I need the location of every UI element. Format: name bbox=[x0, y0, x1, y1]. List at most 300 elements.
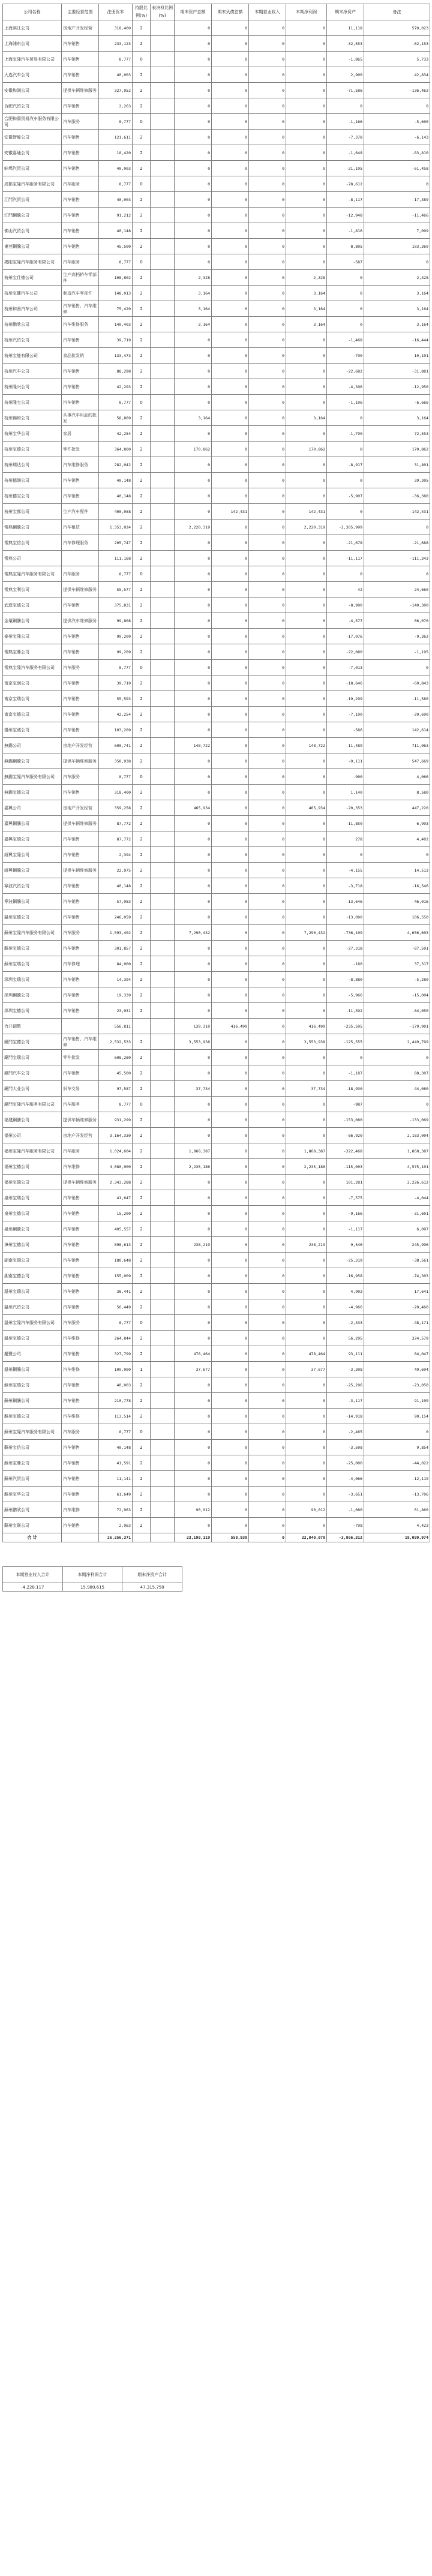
revenue-cell: 0 bbox=[249, 1221, 286, 1237]
table-row bbox=[3, 535, 430, 551]
note-cell: -142,431 bbox=[364, 504, 430, 520]
company-name-cell: 無錫鋼騰公司 bbox=[3, 753, 62, 769]
revenue-cell: 0 bbox=[249, 410, 286, 426]
liabilities-cell: 0 bbox=[212, 114, 249, 130]
col-header: 持股比例(%) bbox=[133, 4, 151, 20]
liabilities-cell: 0 bbox=[212, 520, 249, 535]
assets-cell: 0 bbox=[175, 52, 212, 67]
liabilities-cell: 0 bbox=[212, 1175, 249, 1190]
holding-pct-cell: 2 bbox=[133, 1112, 151, 1128]
net-profit-cell: 0 bbox=[286, 488, 327, 504]
table-row bbox=[3, 364, 430, 379]
table-row bbox=[3, 675, 430, 691]
note-cell: 324,579 bbox=[364, 1331, 430, 1346]
registered-capital-cell: 180,648 bbox=[99, 1253, 133, 1268]
assets-cell: 0 bbox=[175, 753, 212, 769]
liabilities-cell: 0 bbox=[212, 488, 249, 504]
table-row bbox=[3, 379, 430, 395]
company-name-cell: 常熟宝隆汽车服务有限公司 bbox=[3, 566, 62, 582]
revenue-cell: 0 bbox=[249, 83, 286, 98]
voting-pct-cell bbox=[151, 301, 175, 317]
revenue-cell: 0 bbox=[249, 145, 286, 161]
business-scope-cell: 生产高档轿车零部件 bbox=[62, 270, 99, 286]
registered-capital-cell: 45,500 bbox=[99, 1065, 133, 1081]
note-cell: 10,101 bbox=[364, 348, 430, 364]
business-scope-cell: 汽车销售 bbox=[62, 691, 99, 707]
voting-pct-cell bbox=[151, 488, 175, 504]
registered-capital-cell: 56,449 bbox=[99, 1299, 133, 1315]
company-name-cell: 南京宝德公司 bbox=[3, 707, 62, 722]
net-profit-cell: 0 bbox=[286, 1112, 327, 1128]
business-scope-cell: 汽车销售 bbox=[62, 987, 99, 1003]
registered-capital-cell: 58,809 bbox=[99, 410, 133, 426]
revenue-cell: 0 bbox=[249, 535, 286, 551]
company-name-cell: 安徽和润公司 bbox=[3, 83, 62, 98]
voting-pct-cell bbox=[151, 1518, 175, 1533]
summary-header: 本期净利润合计 bbox=[62, 1567, 122, 1583]
assets-cell: 0 bbox=[175, 426, 212, 442]
liabilities-cell: 0 bbox=[212, 629, 249, 644]
assets-cell: 0 bbox=[175, 1268, 212, 1284]
revenue-cell: 0 bbox=[249, 598, 286, 613]
company-name-cell: 福建鋼騰公司 bbox=[3, 1112, 62, 1128]
net-profit-cell: 0 bbox=[286, 145, 327, 161]
registered-capital-cell: 2,963 bbox=[99, 1518, 133, 1533]
company-name-cell: 紹興鋼騰公司 bbox=[3, 863, 62, 878]
equity-cell: -11,489 bbox=[327, 738, 364, 753]
equity-cell: -11,117 bbox=[327, 551, 364, 566]
table-row bbox=[3, 1440, 430, 1455]
liabilities-cell: 0 bbox=[212, 130, 249, 145]
note-cell: 170,862 bbox=[364, 442, 430, 457]
revenue-cell: 0 bbox=[249, 1128, 286, 1143]
holding-pct-cell: 2 bbox=[133, 1050, 151, 1065]
voting-pct-cell bbox=[151, 270, 175, 286]
total-liabilities: 558,930 bbox=[212, 1533, 249, 1542]
registered-capital-cell: 113,514 bbox=[99, 1409, 133, 1424]
holding-pct-cell: 2 bbox=[133, 1409, 151, 1424]
holding-pct-cell: 2 bbox=[133, 738, 151, 753]
voting-pct-cell bbox=[151, 1143, 175, 1159]
company-name-cell: 福州宝德公司 bbox=[3, 1159, 62, 1175]
business-scope-cell: 汽车服务 bbox=[62, 566, 99, 582]
net-profit-cell: 0 bbox=[286, 1097, 327, 1112]
net-profit-cell: 0 bbox=[286, 473, 327, 488]
equity-cell: 0 bbox=[327, 1050, 364, 1065]
table-row bbox=[3, 36, 430, 52]
business-scope-cell: 汽车维修 bbox=[62, 1331, 99, 1346]
liabilities-cell: 0 bbox=[212, 208, 249, 223]
net-profit-cell: 0 bbox=[286, 660, 327, 675]
liabilities-cell: 0 bbox=[212, 1362, 249, 1377]
liabilities-cell: 0 bbox=[212, 722, 249, 738]
liabilities-cell: 0 bbox=[212, 83, 249, 98]
note-cell: -23,050 bbox=[364, 1377, 430, 1393]
liabilities-cell: 0 bbox=[212, 286, 249, 301]
voting-pct-cell bbox=[151, 395, 175, 410]
registered-capital-cell: 15,200 bbox=[99, 1206, 133, 1221]
registered-capital-cell: 4,080,000 bbox=[99, 1159, 133, 1175]
liabilities-cell: 0 bbox=[212, 1221, 249, 1237]
voting-pct-cell bbox=[151, 426, 175, 442]
table-row bbox=[3, 1175, 430, 1190]
company-name-cell: 安徽智能公司 bbox=[3, 130, 62, 145]
liabilities-cell: 0 bbox=[212, 1268, 249, 1284]
liabilities-cell: 0 bbox=[212, 831, 249, 847]
liabilities-cell: 0 bbox=[212, 800, 249, 816]
voting-pct-cell bbox=[151, 925, 175, 941]
net-profit-cell: 0 bbox=[286, 348, 327, 364]
holding-pct-cell: 0 bbox=[133, 1097, 151, 1112]
holding-pct-cell: 2 bbox=[133, 1268, 151, 1284]
net-profit-cell: 0 bbox=[286, 863, 327, 878]
assets-cell: 0 bbox=[175, 956, 212, 972]
registered-capital-cell: 8,777 bbox=[99, 52, 133, 67]
table-row bbox=[3, 1206, 430, 1221]
voting-pct-cell bbox=[151, 1159, 175, 1175]
business-scope-cell: 汽车销售 bbox=[62, 722, 99, 738]
note-cell: -12,950 bbox=[364, 379, 430, 395]
voting-pct-cell bbox=[151, 753, 175, 769]
assets-cell: 0 bbox=[175, 223, 212, 239]
note-cell: 2,183,004 bbox=[364, 1128, 430, 1143]
registered-capital-cell: 38,441 bbox=[99, 1284, 133, 1299]
net-profit-cell: 0 bbox=[286, 52, 327, 67]
registered-capital-cell: 8,777 bbox=[99, 1097, 133, 1112]
holding-pct-cell: 2 bbox=[133, 161, 151, 176]
company-name-cell: 蘇州宝信公司 bbox=[3, 1440, 62, 1455]
net-profit-cell: 0 bbox=[286, 972, 327, 987]
note-cell: -36,380 bbox=[364, 488, 430, 504]
equity-cell: -25,000 bbox=[327, 1455, 364, 1471]
revenue-cell: 0 bbox=[249, 785, 286, 800]
assets-cell: 2,328 bbox=[175, 270, 212, 286]
assets-cell: 0 bbox=[175, 878, 212, 894]
liabilities-cell: 0 bbox=[212, 1346, 249, 1362]
assets-cell: 0 bbox=[175, 816, 212, 831]
liabilities-cell: 0 bbox=[212, 1206, 249, 1221]
equity-cell: 0 bbox=[327, 504, 364, 520]
note-cell: 0 bbox=[364, 176, 430, 192]
equity-cell: -1,187 bbox=[327, 1065, 364, 1081]
equity-cell: -1,080 bbox=[327, 1502, 364, 1518]
revenue-cell: 0 bbox=[249, 223, 286, 239]
total-label: 合 计 bbox=[3, 1533, 62, 1542]
company-name-cell: 杭州汽贸公司 bbox=[3, 332, 62, 348]
registered-capital-cell: 42,254 bbox=[99, 707, 133, 722]
revenue-cell: 0 bbox=[249, 36, 286, 52]
assets-cell: 37,677 bbox=[175, 1362, 212, 1377]
liabilities-cell: 0 bbox=[212, 675, 249, 691]
voting-pct-cell bbox=[151, 660, 175, 675]
liabilities-cell: 0 bbox=[212, 457, 249, 473]
liabilities-cell: 0 bbox=[212, 473, 249, 488]
company-name-cell: 佛山汽贸公司 bbox=[3, 223, 62, 239]
company-name-cell: 嘉興公司 bbox=[3, 800, 62, 816]
net-profit-cell: 3,553,938 bbox=[286, 1034, 327, 1050]
holding-pct-cell: 2 bbox=[133, 332, 151, 348]
business-scope-cell: 房地产开发经营 bbox=[62, 20, 99, 36]
net-profit-cell: 0 bbox=[286, 1268, 327, 1284]
net-profit-cell: 0 bbox=[286, 20, 327, 36]
business-scope-cell: 汽车销售 bbox=[62, 1284, 99, 1299]
business-scope-cell: 汽车销售、汽车维修 bbox=[62, 301, 99, 317]
liabilities-cell: 0 bbox=[212, 1081, 249, 1097]
net-profit-cell: 1,868,387 bbox=[286, 1143, 327, 1159]
liabilities-cell: 0 bbox=[212, 785, 249, 800]
registered-capital-cell: 88,298 bbox=[99, 364, 133, 379]
net-profit-cell: 0 bbox=[286, 1190, 327, 1206]
registered-capital-cell: 121,611 bbox=[99, 130, 133, 145]
equity-cell: -1,166 bbox=[327, 114, 364, 130]
table-row bbox=[3, 239, 430, 254]
revenue-cell: 0 bbox=[249, 379, 286, 395]
holding-pct-cell: 2 bbox=[133, 504, 151, 520]
holding-pct-cell: 2 bbox=[133, 1440, 151, 1455]
total-profit: 22,840,070 bbox=[286, 1533, 327, 1542]
equity-cell: -3,508 bbox=[327, 1440, 364, 1455]
registered-capital-cell: 23,031 bbox=[99, 1003, 133, 1019]
equity-cell: -3,718 bbox=[327, 878, 364, 894]
holding-pct-cell: 2 bbox=[133, 1206, 151, 1221]
registered-capital-cell: 140,403 bbox=[99, 317, 133, 332]
assets-cell: 170,862 bbox=[175, 442, 212, 457]
table-row bbox=[3, 598, 430, 613]
revenue-cell: 0 bbox=[249, 161, 286, 176]
registered-capital-cell: 327,799 bbox=[99, 1346, 133, 1362]
voting-pct-cell bbox=[151, 707, 175, 722]
note-cell: 88,307 bbox=[364, 1065, 430, 1081]
net-profit-cell: 37,677 bbox=[286, 1362, 327, 1377]
voting-pct-cell bbox=[151, 442, 175, 457]
revenue-cell: 0 bbox=[249, 52, 286, 67]
registered-capital-cell: 99,808 bbox=[99, 613, 133, 629]
voting-pct-cell bbox=[151, 114, 175, 130]
table-row bbox=[3, 1346, 430, 1362]
voting-pct-cell bbox=[151, 629, 175, 644]
note-cell: 0 bbox=[364, 847, 430, 863]
summary-value: 15,980,615 bbox=[62, 1583, 122, 1592]
company-name-cell: 常熟宝信公司 bbox=[3, 535, 62, 551]
liabilities-cell: 0 bbox=[212, 176, 249, 192]
holding-pct-cell: 2 bbox=[133, 644, 151, 660]
liabilities-cell: 0 bbox=[212, 410, 249, 426]
assets-cell: 0 bbox=[175, 332, 212, 348]
liabilities-cell: 0 bbox=[212, 987, 249, 1003]
holding-pct-cell: 2 bbox=[133, 785, 151, 800]
business-scope-cell: 汽车修理 bbox=[62, 956, 99, 972]
registered-capital-cell: 318,400 bbox=[99, 785, 133, 800]
liabilities-cell: 0 bbox=[212, 816, 249, 831]
voting-pct-cell bbox=[151, 769, 175, 785]
holding-pct-cell: 2 bbox=[133, 364, 151, 379]
equity-cell: -21,678 bbox=[327, 535, 364, 551]
net-profit-cell: 0 bbox=[286, 1128, 327, 1143]
registered-capital-cell: 8,777 bbox=[99, 254, 133, 270]
liabilities-cell: 0 bbox=[212, 1393, 249, 1409]
assets-cell: 0 bbox=[175, 551, 212, 566]
business-scope-cell: 汽车销售 bbox=[62, 1190, 99, 1206]
equity-cell: 0 bbox=[327, 270, 364, 286]
business-scope-cell: 汽车维修 bbox=[62, 1502, 99, 1518]
registered-capital-cell: 8,777 bbox=[99, 1315, 133, 1331]
registered-capital-cell: 375,831 bbox=[99, 598, 133, 613]
voting-pct-cell bbox=[151, 987, 175, 1003]
liabilities-cell: 0 bbox=[212, 1253, 249, 1268]
business-scope-cell: 汽车销售 bbox=[62, 1268, 99, 1284]
table-row bbox=[3, 629, 430, 644]
revenue-cell: 0 bbox=[249, 520, 286, 535]
holding-pct-cell: 2 bbox=[133, 1221, 151, 1237]
company-name-cell: 蘇州宝隆汽车服务有限公司 bbox=[3, 925, 62, 941]
net-profit-cell: 0 bbox=[286, 1440, 327, 1455]
revenue-cell: 0 bbox=[249, 1502, 286, 1518]
assets-cell: 0 bbox=[175, 847, 212, 863]
company-name-cell: 無錫宝隆汽车服务有限公司 bbox=[3, 769, 62, 785]
assets-cell: 139,310 bbox=[175, 1019, 212, 1034]
business-scope-cell: 汽车服务 bbox=[62, 1424, 99, 1440]
business-scope-cell: 汽车销售 bbox=[62, 1065, 99, 1081]
equity-cell: 2,900 bbox=[327, 67, 364, 83]
net-profit-cell: 0 bbox=[286, 36, 327, 52]
company-name-cell: 廈門汽车公司 bbox=[3, 1065, 62, 1081]
company-name-cell: 東莞鋼騰公司 bbox=[3, 239, 62, 254]
equity-cell: -13,646 bbox=[327, 894, 364, 909]
voting-pct-cell bbox=[151, 1097, 175, 1112]
revenue-cell: 0 bbox=[249, 504, 286, 520]
assets-cell: 0 bbox=[175, 1175, 212, 1190]
voting-pct-cell bbox=[151, 1253, 175, 1268]
voting-pct-cell bbox=[151, 1112, 175, 1128]
total-note: 19,099,974 bbox=[364, 1533, 430, 1542]
company-name-cell: 合肥汽贸公司 bbox=[3, 98, 62, 114]
equity-cell: 0 bbox=[327, 317, 364, 332]
equity-cell: -900 bbox=[327, 769, 364, 785]
note-cell: 3,164 bbox=[364, 301, 430, 317]
assets-cell: 0 bbox=[175, 395, 212, 410]
liabilities-cell: 0 bbox=[212, 909, 249, 925]
table-row bbox=[3, 1518, 430, 1533]
equity-cell: -3,651 bbox=[327, 1487, 364, 1502]
holding-pct-cell: 2 bbox=[133, 488, 151, 504]
registered-capital-cell: 91,212 bbox=[99, 208, 133, 223]
col-header: 期末净资产 bbox=[327, 4, 364, 20]
table-row bbox=[3, 1221, 430, 1237]
registered-capital-cell: 40,148 bbox=[99, 488, 133, 504]
holding-pct-cell: 2 bbox=[133, 239, 151, 254]
liabilities-cell: 0 bbox=[212, 1518, 249, 1533]
equity-cell: -22,080 bbox=[327, 644, 364, 660]
assets-cell: 0 bbox=[175, 1424, 212, 1440]
liabilities-cell: 0 bbox=[212, 20, 249, 36]
company-name-cell: 杭州宝德公司 bbox=[3, 442, 62, 457]
assets-cell: 37,734 bbox=[175, 1081, 212, 1097]
holding-pct-cell: 2 bbox=[133, 223, 151, 239]
equity-cell: 0 bbox=[327, 473, 364, 488]
note-cell: -74,303 bbox=[364, 1268, 430, 1284]
note-cell: -136,462 bbox=[364, 83, 430, 98]
business-scope-cell: 汽车销售 bbox=[62, 52, 99, 67]
liabilities-cell: 0 bbox=[212, 566, 249, 582]
business-scope-cell: 汽车维修服务 bbox=[62, 457, 99, 473]
revenue-cell: 0 bbox=[249, 925, 286, 941]
table-row bbox=[3, 114, 430, 130]
liabilities-cell: 0 bbox=[212, 332, 249, 348]
business-scope-cell bbox=[62, 551, 99, 566]
voting-pct-cell bbox=[151, 1065, 175, 1081]
note-cell: 2,328 bbox=[364, 270, 430, 286]
company-name-cell: 蘇州宝瑞公司 bbox=[3, 1377, 62, 1393]
business-scope-cell: 汽车销售 bbox=[62, 67, 99, 83]
note-cell: 66,070 bbox=[364, 613, 430, 629]
voting-pct-cell bbox=[151, 83, 175, 98]
company-name-cell: 杭州德润公司 bbox=[3, 473, 62, 488]
equity-cell: -7,575 bbox=[327, 1190, 364, 1206]
table-row bbox=[3, 878, 430, 894]
table-row bbox=[3, 847, 430, 863]
revenue-cell: 0 bbox=[249, 1455, 286, 1471]
equity-cell: -7,190 bbox=[327, 707, 364, 722]
voting-pct-cell bbox=[151, 785, 175, 800]
table-row bbox=[3, 691, 430, 707]
net-profit-cell: 0 bbox=[286, 785, 327, 800]
net-profit-cell: 142,431 bbox=[286, 504, 327, 520]
net-profit-cell: 0 bbox=[286, 1050, 327, 1065]
registered-capital-cell: 233,123 bbox=[99, 36, 133, 52]
business-scope-cell: 汽车服务 bbox=[62, 254, 99, 270]
voting-pct-cell bbox=[151, 644, 175, 660]
equity-cell: -27,318 bbox=[327, 941, 364, 956]
registered-capital-cell: 8,777 bbox=[99, 566, 133, 582]
table-row bbox=[3, 1050, 430, 1065]
assets-cell: 0 bbox=[175, 691, 212, 707]
equity-cell: -32,553 bbox=[327, 36, 364, 52]
holding-pct-cell: 2 bbox=[133, 520, 151, 535]
liabilities-cell: 0 bbox=[212, 426, 249, 442]
liabilities-cell: 0 bbox=[212, 442, 249, 457]
equity-cell: -21,195 bbox=[327, 161, 364, 176]
business-scope-cell: 汽车销售 bbox=[62, 473, 99, 488]
revenue-cell: 0 bbox=[249, 1409, 286, 1424]
net-profit-cell: 0 bbox=[286, 379, 327, 395]
holding-pct-cell: 2 bbox=[133, 1455, 151, 1471]
voting-pct-cell bbox=[151, 956, 175, 972]
voting-pct-cell bbox=[151, 36, 175, 52]
net-profit-cell: 0 bbox=[286, 1284, 327, 1299]
net-profit-cell: 0 bbox=[286, 83, 327, 98]
note-cell: -31,601 bbox=[364, 1206, 430, 1221]
table-row bbox=[3, 473, 430, 488]
company-name-cell: 杭州宝能有限公司 bbox=[3, 348, 62, 364]
equity-cell: -586 bbox=[327, 722, 364, 738]
company-name-cell: 蘇州宝瑞公司 bbox=[3, 956, 62, 972]
voting-pct-cell bbox=[151, 738, 175, 753]
note-cell: 547,669 bbox=[364, 753, 430, 769]
assets-cell: 0 bbox=[175, 1221, 212, 1237]
company-name-cell: 福州公司 bbox=[3, 1128, 62, 1143]
business-scope-cell: 房地产开发经营 bbox=[62, 738, 99, 753]
holding-pct-cell: 2 bbox=[133, 956, 151, 972]
revenue-cell: 0 bbox=[249, 987, 286, 1003]
liabilities-cell: 0 bbox=[212, 1455, 249, 1471]
registered-capital-cell: 8,777 bbox=[99, 395, 133, 410]
equity-cell: 0 bbox=[327, 286, 364, 301]
business-scope-cell: 汽车销售 bbox=[62, 239, 99, 254]
voting-pct-cell bbox=[151, 317, 175, 332]
net-profit-cell: 0 bbox=[286, 114, 327, 130]
net-profit-cell: 0 bbox=[286, 941, 327, 956]
net-profit-cell: 0 bbox=[286, 364, 327, 379]
